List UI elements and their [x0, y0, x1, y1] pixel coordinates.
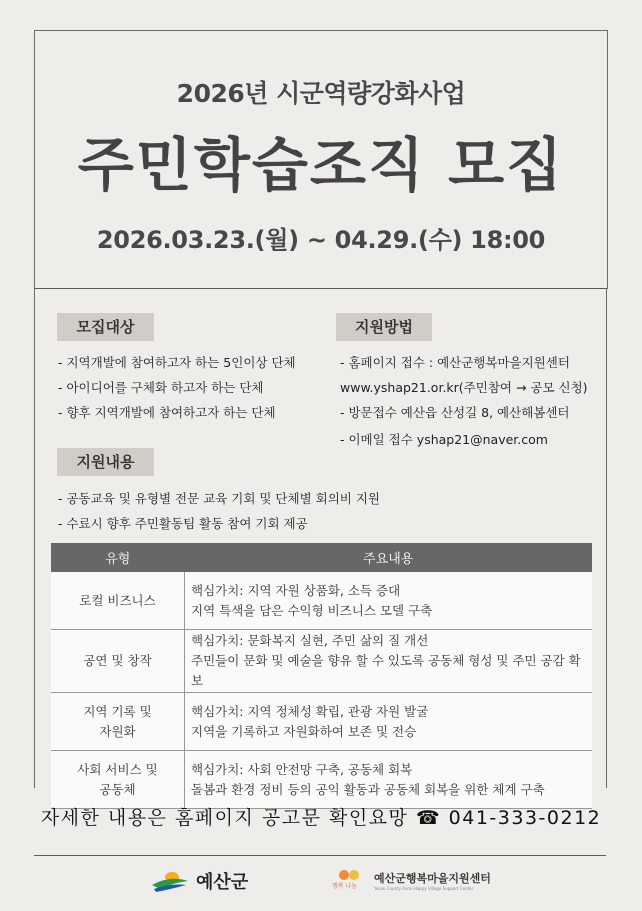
apply-method-item: - 홈페이지 접수 : 예산군행복마을지원센터	[340, 355, 570, 370]
type-label-line2: 자원화	[99, 723, 136, 739]
description-cell	[185, 572, 593, 630]
description: 지역 특색을 담은 수익형 비즈니스 모델 구축	[191, 602, 433, 618]
contact-note: 자세한 내용은 홈페이지 공고문 확인요망 ☎ 041-333-0212	[40, 807, 602, 829]
project-subtitle: 2026년 시군역량강화사업	[176, 79, 466, 108]
type-label: 지역 기록 및	[83, 703, 152, 719]
type-label: 공연 및 창작	[83, 653, 152, 668]
core-value: 핵심가치: 지역 정체성 확립, 관광 자원 발굴	[191, 703, 429, 719]
village-center-logo	[330, 867, 491, 893]
type-cell	[51, 630, 185, 693]
logo-right-text: 예산군행복마을지원센터	[374, 871, 491, 885]
recruit-period: 2026.03.23.(월) ~ 04.29.(수) 18:00	[96, 226, 546, 254]
description: 지역을 기록하고 자원화하여 보존 및 전승	[191, 723, 417, 739]
core-value: 핵심가치: 사회 안전망 구축, 공동체 회복	[191, 761, 413, 777]
logo-right-subtext: Yesan County Rural Happy Village Support Center	[374, 885, 474, 891]
header-divider	[34, 288, 606, 289]
column-header-type: 유형	[51, 543, 185, 572]
right-frame-line	[606, 288, 607, 788]
table-row	[51, 693, 592, 751]
apply-method-item: - 방문접수 예산읍 산성길 8, 예산해봄센터	[340, 405, 570, 420]
apply-method-url[interactable]: www.yshap21.or.kr(주민참여 → 공모 신청)	[340, 380, 588, 395]
table-header-row	[51, 543, 592, 572]
type-label: 사회 서비스 및	[77, 761, 158, 777]
core-value: 핵심가치: 지역 자원 상품화, 소득 증대	[191, 582, 401, 598]
type-cell	[51, 572, 185, 630]
core-value: 핵심가치: 문화복지 실현, 주민 삶의 질 개선	[191, 633, 429, 648]
left-frame-line	[34, 288, 35, 788]
page-title: 주민학습조직 모집	[77, 131, 565, 199]
apply-method-email[interactable]: - 이메일 접수 yshap21@naver.com	[340, 432, 548, 447]
support-item: - 수료시 향후 주민활동팀 활동 참여 기회 제공	[58, 516, 308, 531]
description: 돌봄과 환경 정비 등의 공익 활동과 공동체 회복을 위한 체계 구축	[191, 781, 545, 797]
support-content-label: 지원내용	[57, 448, 154, 476]
type-label-line2: 공동체	[99, 781, 136, 797]
logo-right-mark-text: 행복 나눔	[332, 883, 358, 890]
column-header-content: 주요내용	[185, 543, 593, 572]
description-cell	[185, 751, 593, 809]
recruit-target-item: - 아이디어를 구체화 하고자 하는 단체	[58, 380, 264, 395]
recruit-target-label: 모집대상	[57, 313, 154, 341]
description-cell	[185, 630, 593, 693]
table-row	[51, 572, 592, 630]
type-cell	[51, 693, 185, 751]
recruit-target-item: - 향후 지역개발에 참여하고자 하는 단체	[58, 405, 276, 420]
type-cell	[51, 751, 185, 809]
yesan-emblem-icon	[150, 869, 190, 893]
recruit-target-item: - 지역개발에 참여하고자 하는 5인이상 단체	[58, 355, 296, 370]
type-label: 로컬 비즈니스	[79, 592, 156, 608]
apply-method-label: 지원방법	[336, 313, 432, 341]
table-row	[51, 630, 592, 693]
logo-left-text: 예산군	[196, 872, 249, 893]
program-type-table	[51, 543, 592, 809]
table-row	[51, 751, 592, 809]
support-item: - 공동교육 및 유형별 전문 교육 기회 및 단체별 회의비 지원	[58, 491, 380, 506]
footer-divider	[34, 855, 606, 856]
description: 주민들이 문화 및 예술을 향유 할 수 있도록 공동체 형성 및 주민 공감 확보	[191, 653, 581, 688]
description-cell	[185, 693, 593, 751]
yesan-county-logo	[150, 868, 248, 894]
